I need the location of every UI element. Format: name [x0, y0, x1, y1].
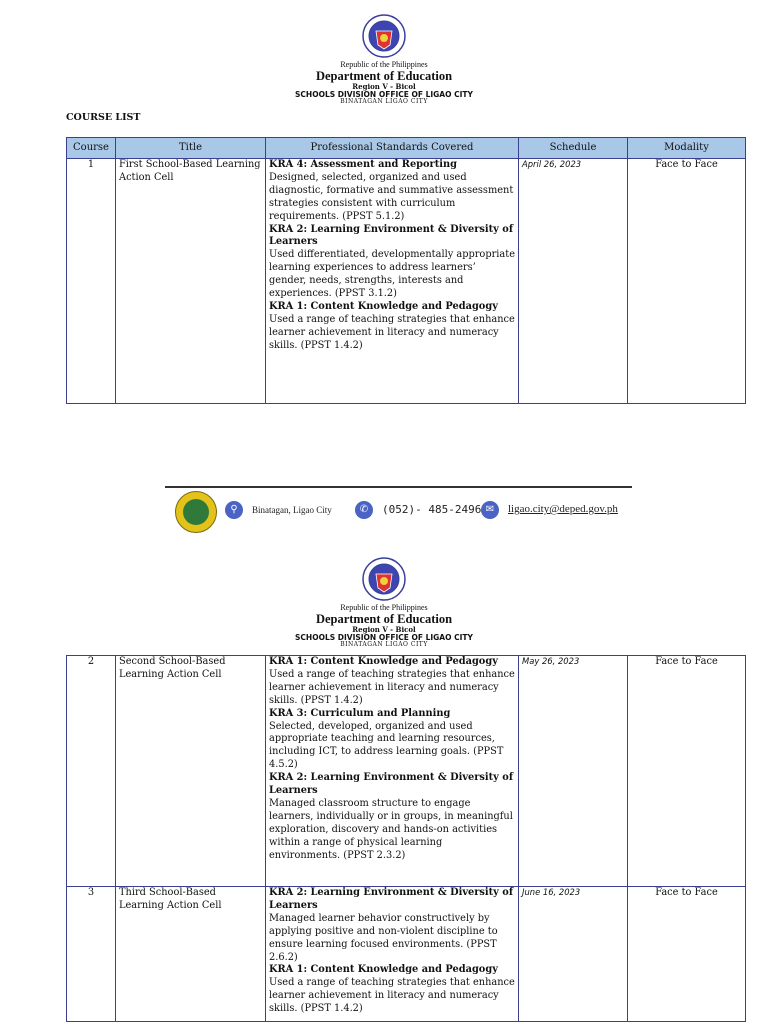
kra-heading: KRA 1: Content Knowledge and Pedagogy — [269, 300, 498, 312]
region-line: Region V - Bicol — [352, 82, 416, 91]
footer-email[interactable]: ligao.city@deped.gov.ph — [508, 503, 618, 515]
republic-line: Republic of the Philippines — [340, 603, 428, 612]
header-title: Title — [116, 138, 266, 159]
footer-divider — [165, 486, 632, 488]
letterhead-second-page — [0, 557, 768, 648]
location-pin-icon: ⚲ — [225, 501, 243, 519]
kra-description: Used differentiated, developmentally appropriate learning experiences to address learners’ gender, needs, strengths, interests and experiences. (PPST 3.1.2) — [269, 249, 515, 300]
kra-heading: KRA 1: Content Knowledge and Pedagogy — [269, 656, 498, 667]
table-row — [67, 656, 746, 887]
header-course: Course — [67, 138, 116, 159]
deped-seal-icon — [362, 14, 406, 58]
letterhead-top — [0, 14, 768, 105]
table-header-row — [67, 138, 746, 159]
standards-cell — [266, 159, 519, 404]
kra-heading: KRA 2: Learning Environment & Diversity of Learners — [269, 887, 514, 911]
course-table-continued — [66, 655, 746, 1022]
schedule-date: April 26, 2023 — [519, 159, 628, 404]
division-line: SCHOOLS DIVISION OFFICE OF LIGAO CITY — [295, 90, 473, 99]
republic-line: Republic of the Philippines — [340, 60, 428, 69]
header-modality: Modality — [628, 138, 746, 159]
kra-heading: KRA 2: Learning Environment & Diversity of Learners — [269, 223, 514, 248]
kra-description: Used a range of teaching strategies that enhance learner achievement in literacy and numeracy skills. (PPST 1.4.2) — [269, 313, 515, 351]
schedule-date: June 16, 2023 — [519, 887, 628, 1022]
kra-description: Used a range of teaching strategies that enhance learner achievement in literacy and numeracy skills. (PPST 1.4.2) — [269, 668, 515, 706]
kra-heading: KRA 1: Content Knowledge and Pedagogy — [269, 964, 498, 976]
deped-seal-icon — [362, 557, 406, 601]
schedule-date: May 26, 2023 — [519, 656, 628, 887]
kra-heading: KRA 3: Curriculum and Planning — [269, 707, 451, 719]
kra-description: Used a range of teaching strategies that enhance learner achievement in literacy and numeracy skills. (PPST 1.4.2) — [269, 977, 515, 1015]
course-title: Second School-Based Learning Action Cell — [116, 656, 266, 887]
kra-description: Managed classroom structure to engage learners, individually or in groups, in meaningful exploration, discovery and hands-on activities within a range of physical learning environments. (PPST 2.3.2) — [269, 797, 513, 861]
mail-icon: ✉ — [481, 501, 499, 519]
sdo-ligao-logo-icon — [175, 491, 217, 533]
course-title: First School-Based Learning Action Cell — [116, 159, 266, 404]
table-row — [67, 887, 746, 1022]
region-line: Region V - Bicol — [352, 625, 416, 634]
kra-description: Designed, selected, organized and used diagnostic, formative and summative assessment strategies consistent with curriculum requirements. (PPST 5.1.2) — [269, 171, 514, 222]
modality: Face to Face — [628, 656, 746, 887]
footer-phone: (052)- 485-2496 — [382, 503, 482, 516]
course-number: 3 — [67, 887, 116, 1022]
location-line: BINATAGAN LIGAO CITY — [340, 641, 428, 648]
header-schedule: Schedule — [519, 138, 628, 159]
page-footer — [165, 486, 632, 536]
footer-address: Binatagan, Ligao City — [252, 505, 332, 515]
kra-heading: KRA 4: Assessment and Reporting — [269, 159, 457, 170]
location-line: BINATAGAN LIGAO CITY — [340, 98, 428, 105]
kra-heading: KRA 2: Learning Environment & Diversity of Learners — [269, 772, 514, 797]
standards-cell — [266, 887, 519, 1022]
department-name: Department of Education — [315, 69, 453, 83]
course-list-heading: COURSE LIST — [66, 112, 141, 123]
modality: Face to Face — [628, 887, 746, 1022]
course-title: Third School-Based Learning Action Cell — [116, 887, 266, 1022]
division-line: SCHOOLS DIVISION OFFICE OF LIGAO CITY — [295, 633, 473, 642]
department-name: Department of Education — [315, 612, 453, 626]
phone-icon: ✆ — [355, 501, 373, 519]
header-standards: Professional Standards Covered — [266, 138, 519, 159]
kra-description: Selected, developed, organized and used appropriate teaching and learning resources, including ICT, to address learning goals. (PPST 4.5.2) — [269, 720, 504, 771]
course-table — [66, 137, 746, 404]
standards-cell — [266, 656, 519, 887]
course-number: 2 — [67, 656, 116, 887]
kra-description: Managed learner behavior constructively by applying positive and non-violent discipline to ensure learning focused environments. (PPST 2.6.2) — [269, 912, 498, 963]
course-number: 1 — [67, 159, 116, 404]
modality: Face to Face — [628, 159, 746, 404]
table-row — [67, 159, 746, 404]
